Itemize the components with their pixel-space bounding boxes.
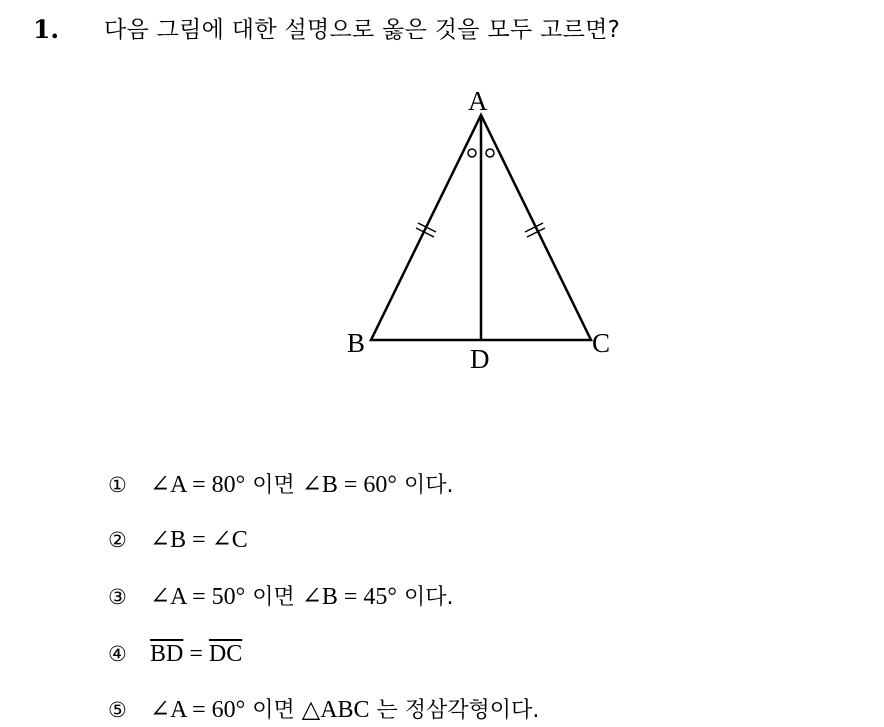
choice-5	[108, 694, 539, 727]
choice-marker: ②	[108, 528, 127, 552]
choice-marker: ④	[108, 642, 127, 666]
choice-math: ∠B = 45°	[301, 584, 397, 610]
choice-math: ∠B = ∠C	[150, 527, 248, 553]
choice-text: 이면	[245, 473, 302, 498]
vertex-label-b: B	[347, 328, 366, 358]
choice-marker: ③	[108, 585, 127, 609]
choice-text: 이다.	[397, 473, 454, 498]
vertex-label-c: C	[592, 328, 611, 358]
choice-math: ∠A = 50°	[150, 584, 246, 610]
choice-math: △ABC	[301, 697, 370, 723]
segment-dc: $\overline{DC}$	[208, 641, 243, 667]
choice-1	[108, 469, 454, 502]
choice-2	[108, 524, 248, 556]
angle-mark-right	[486, 149, 494, 157]
choice-marker: ⑤	[108, 698, 127, 722]
choice-text: 이면	[245, 698, 302, 723]
angle-mark-left	[468, 149, 476, 157]
choice-4	[108, 638, 242, 670]
question-text: 다음 그림에 대한 설명으로 옳은 것을 모두 고르면?	[104, 17, 621, 43]
choice-math: ∠A = 80°	[150, 472, 246, 498]
choice-text: 는 정삼각형이다.	[369, 698, 540, 723]
question-number: 1.	[33, 15, 60, 44]
choice-text: 이면	[245, 585, 302, 610]
choice-marker: ①	[108, 473, 127, 497]
choice-math: ∠A = 60°	[150, 697, 246, 723]
segment-bd: $\overline{BD}$	[150, 641, 184, 667]
vertex-label-d: D	[470, 344, 490, 374]
choice-text: 이다.	[397, 585, 454, 610]
choice-math: ∠B = 60°	[301, 472, 397, 498]
choice-math: =	[183, 641, 209, 667]
choice-3	[108, 581, 454, 614]
vertex-label-a: A	[468, 86, 488, 116]
